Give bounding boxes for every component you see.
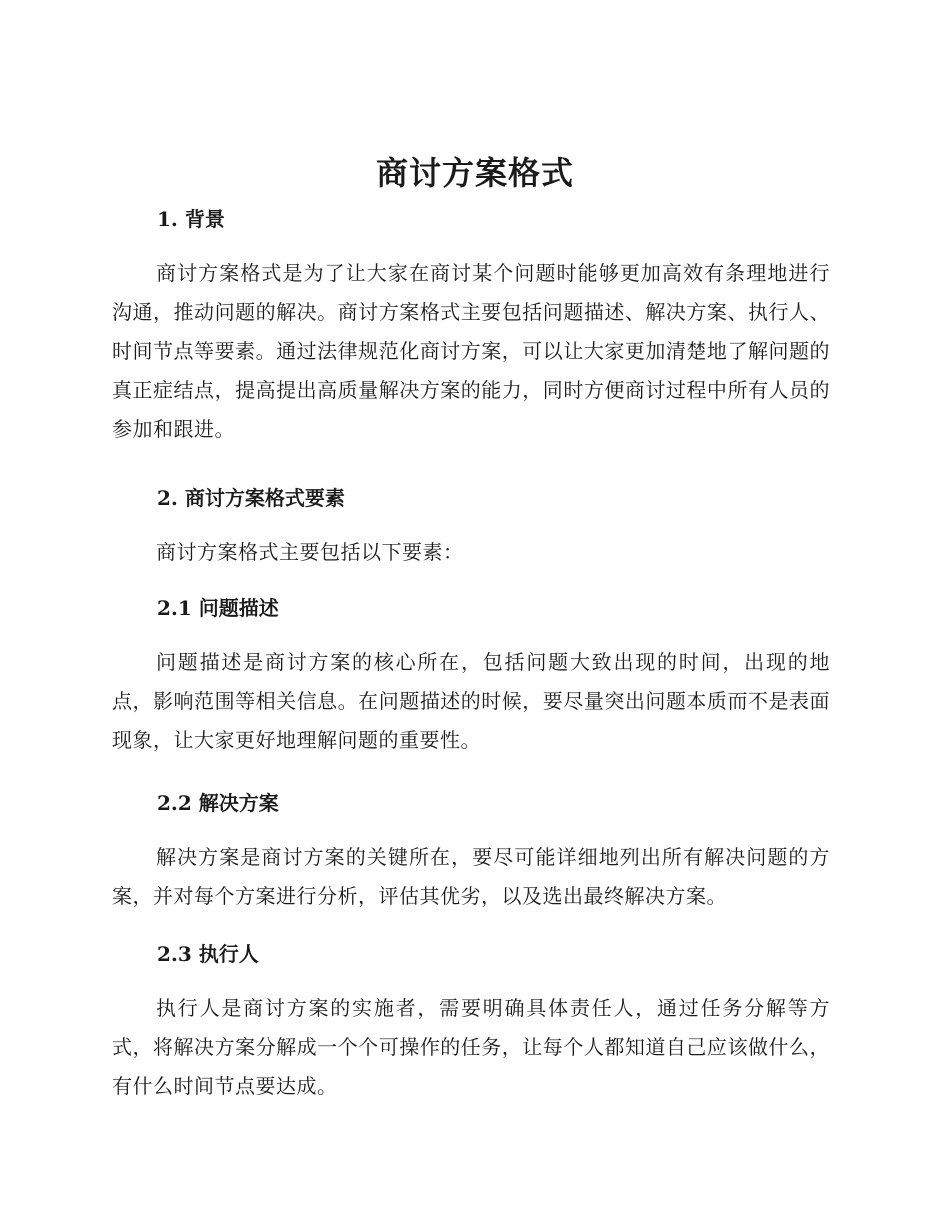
document-title: 商讨方案格式 <box>375 154 574 192</box>
section-heading-solution: 2.2 解决方案 <box>157 791 279 815</box>
section-paragraph-solution: 解决方案是商讨方案的关键所在，要尽可能详细地列出所有解决问题的方案，并对每个方案进行分析，评估其优劣，以及选出最终解决方案。 <box>112 845 830 908</box>
section-paragraph-elements: 商讨方案格式主要包括以下要素： <box>156 540 464 564</box>
section-heading-problem-description: 2.1 问题描述 <box>157 596 279 620</box>
section-heading-background: 1. 背景 <box>157 207 225 231</box>
section-paragraph-problem-description: 问题描述是商讨方案的核心所在，包括问题大致出现的时间，出现的地点，影响范围等相关信息。在问题描述的时候，要尽量突出问题本质而不是表面现象，让大家更好地理解问题的重要性。 <box>112 650 830 752</box>
section-heading-executor: 2.3 执行人 <box>157 942 259 966</box>
section-heading-elements: 2. 商讨方案格式要素 <box>157 486 345 510</box>
section-paragraph-background: 商讨方案格式是为了让大家在商讨某个问题时能够更加高效有条理地进行沟通，推动问题的解决。商讨方案格式主要包括问题描述、解决方案、执行人、时间节点等要素。通过法律规范化商讨方案，可以让大家更加清楚地了解问题的真正症结点，提高提出高质量解决方案的能力，同时方便商讨过程中所有人员的参加和跟进。 <box>112 261 830 441</box>
section-paragraph-executor: 执行人是商讨方案的实施者，需要明确具体责任人，通过任务分解等方式，将解决方案分解成一个个可操作的任务，让每个人都知道自己应该做什么，有什么时间节点要达成。 <box>112 996 830 1098</box>
